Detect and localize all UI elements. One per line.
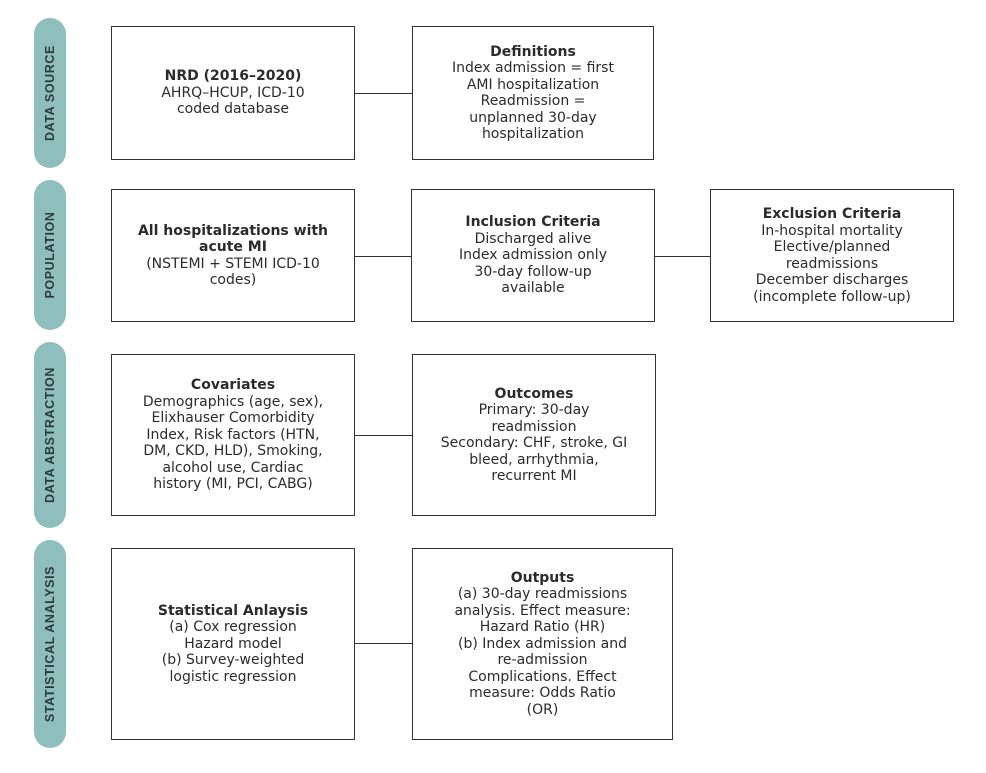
box-title: Exclusion Criteria xyxy=(762,206,902,222)
connector-line xyxy=(355,93,412,94)
box-line: In-hospital mortality xyxy=(761,222,903,239)
box-line: recurrent MI xyxy=(491,468,577,484)
box-line: Demographics (age, sex), xyxy=(142,393,324,410)
outputs-box xyxy=(412,548,673,740)
section-label-text: POPULATION xyxy=(43,211,57,299)
box-line: unplanned 30-day xyxy=(469,109,597,126)
box-line: Elective/planned xyxy=(773,239,891,255)
box-line: readmissions xyxy=(785,255,879,272)
definitions-box xyxy=(412,26,654,160)
connector-line xyxy=(355,643,412,644)
section-label-statistical-analysis xyxy=(34,540,66,748)
statistical-analysis-box xyxy=(111,548,355,740)
box-title: Statistical Anlaysis xyxy=(157,602,309,619)
box-line: Discharged alive xyxy=(474,230,592,247)
box-line: 30-day follow-up xyxy=(474,263,592,280)
box-title: Inclusion Criteria xyxy=(465,214,601,231)
box-line: (incomplete follow-up) xyxy=(753,288,911,305)
box-line: bleed, arrhythmia, xyxy=(469,451,599,468)
section-label-text: DATA ABSTRACTION xyxy=(43,367,57,503)
inclusion-criteria-box xyxy=(411,189,655,322)
box-line: Secondary: CHF, stroke, GI xyxy=(440,435,628,451)
exclusion-criteria-box xyxy=(710,189,954,322)
box-line: Primary: 30-day xyxy=(478,402,590,418)
box-line: (a) Cox regression xyxy=(169,619,297,636)
covariates-box xyxy=(111,354,355,516)
connector-line xyxy=(655,256,710,257)
box-line: Hazard Ratio (HR) xyxy=(479,619,606,636)
box-line: logistic regression xyxy=(169,668,297,685)
box-line: Complications. Effect xyxy=(468,668,617,685)
box-line: re-admission xyxy=(497,652,588,669)
box-line: Index admission = first xyxy=(452,60,614,76)
connector-line xyxy=(355,256,411,257)
box-line: AMI hospitalization xyxy=(466,76,600,93)
nrd-box xyxy=(111,26,355,160)
box-line: Hazard model xyxy=(184,635,282,652)
box-line: codes) xyxy=(209,272,257,288)
box-line: history (MI, PCI, CABG) xyxy=(153,476,313,493)
box-line: (b) Index admission and xyxy=(458,635,627,652)
box-line: Readmission = xyxy=(480,93,586,109)
box-line: (NSTEMI + STEMI ICD-10 xyxy=(146,255,320,272)
box-line: DM, CKD, HLD), Smoking, xyxy=(143,443,323,460)
connector-line xyxy=(355,435,412,436)
section-label-data-abstraction xyxy=(34,342,66,528)
box-title: Outcomes xyxy=(494,385,574,402)
box-title: All hospitalizations with xyxy=(137,222,329,239)
section-label-text: STATISTICAL ANALYSIS xyxy=(43,565,57,723)
box-line: coded database xyxy=(176,101,289,118)
box-line: measure: Odds Ratio xyxy=(469,685,616,702)
box-title: acute MI xyxy=(199,239,267,255)
box-title: Outputs xyxy=(510,569,575,586)
all-hospitalizations-box xyxy=(111,189,355,322)
box-line: readmission xyxy=(491,418,577,435)
box-line: analysis. Effect measure: xyxy=(454,602,631,619)
section-label-data-source xyxy=(34,18,66,168)
box-line: hospitalization xyxy=(481,126,585,142)
box-title: Covariates xyxy=(190,377,276,394)
box-line: AHRQ–HCUP, ICD-10 xyxy=(161,84,305,101)
box-line: (OR) xyxy=(526,701,559,718)
box-line: (a) 30-day readmissions xyxy=(457,586,628,603)
box-line: Index, Risk factors (HTN, xyxy=(146,426,320,443)
outcomes-box xyxy=(412,354,656,516)
box-line: alcohol use, Cardiac xyxy=(162,459,304,476)
box-line: Elixhauser Comorbidity xyxy=(151,410,315,427)
box-line: (b) Survey-weighted xyxy=(161,652,305,669)
box-title: Definitions xyxy=(490,43,576,60)
box-line: available xyxy=(501,280,565,297)
box-line: Index admission only xyxy=(459,247,607,264)
box-title: NRD (2016–2020) xyxy=(164,68,302,85)
box-line: December discharges xyxy=(755,272,909,288)
section-label-text: DATA SOURCE xyxy=(43,45,57,141)
section-label-population xyxy=(34,180,66,330)
